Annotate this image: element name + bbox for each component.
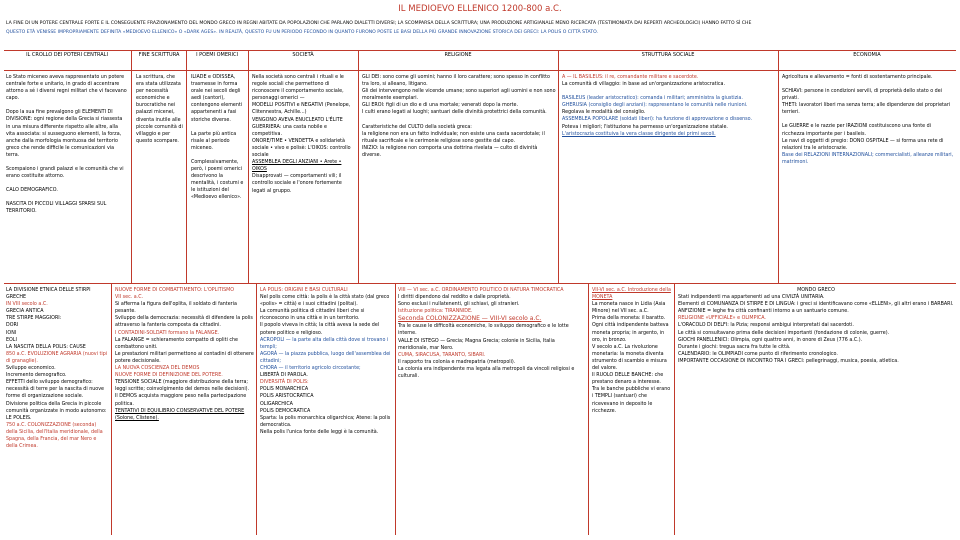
divisione-text: Incremento demografico. bbox=[6, 373, 67, 379]
oplitismo-text: Sviluppo della democrazia: necessità di difendere la polis attraverso la fanteria composta da cittadini. bbox=[115, 316, 253, 329]
colonizzazione-text: Istituzione politica: TIRANNIDE. bbox=[398, 309, 473, 315]
moneta-text: La moneta nasce in Lidia (Asia Minore) nel VII sec. a.C. bbox=[592, 302, 666, 315]
divisione-text: 750 a.C. COLONIZZAZIONE (seconda) della Sicilia, dell'Italia meridionale, della Spagna, della Francia, del mar Nero e della Crimea. bbox=[6, 422, 103, 450]
divisione-text: IONI bbox=[6, 330, 17, 336]
struttura-text: A — IL BASILEUS: il re, comandante militare e sacerdote. bbox=[562, 75, 699, 80]
top-rule bbox=[4, 50, 956, 51]
polis-text: OLIGARCHICA bbox=[260, 401, 293, 407]
societa-text: VENGONO AVEVA ENUCLEATO L'ÉLITE GUERRIERA: una casta nobile e competitiva. bbox=[252, 117, 343, 137]
societa-text: MODELLI POSITIVI e NEGATIVI (Penelope, Clitennestra, Achille...) bbox=[252, 103, 351, 116]
mondo-text: Elementi di COMUNANZA DI STIRPE E DI LINGUA: i greci si identificavano come «ELLENI», gli altri erano i BARBARI. bbox=[678, 302, 954, 308]
moneta-column bbox=[592, 287, 672, 415]
polis-text: Sparta: la polis monarchica oligarchica; Atene: la polis democratica. bbox=[260, 415, 391, 428]
polis-text: CHORA — il territorio agricolo circostante; bbox=[260, 366, 361, 372]
struttura-text: L'aristocrazia costituiva la vera classe dirigente dei primi secoli. bbox=[562, 131, 716, 137]
societa-text: Disapprovati — comportamenti vili; il controllo sociale e l'onore fortemente legati al gruppo. bbox=[252, 174, 342, 194]
polis-text: POLIS DEMOCRATICA bbox=[260, 408, 311, 414]
colonizzazione-text: VALLE DI ISTEGO — Grecia; Magna Grecia; colonie in Sicilia, Italia meridionale, mar Nero. bbox=[398, 338, 555, 351]
oplitismo-text: NUOVE FORME DI DEFINIZIONE DEL POTERE. bbox=[115, 373, 223, 379]
struttura-text: Regolava le modalità del consiglio. bbox=[562, 110, 646, 116]
crollo-text: Dopo la sua fine prevalgono gli ELEMENTI DI DIVISIONE: ogni regione della Grecia si riassesta in una misura differente rispetto alle altre, alla vita associata: si susseguono elementi, la forza, anche dalla morfologia montuosa del territorio greco che rende difficile le comunicazioni via terra. bbox=[6, 110, 123, 158]
religione-text: Caratteristiche del CULTO della società greca: bbox=[362, 124, 472, 130]
intro-line-2: QUESTO ETÀ VENISSE IMPROPRIAMENTE DEFINITA «MEDIOEVO ELLENICO» O «DARK AGES». IN REALTÀ, QUESTO FU UN PERIODO FECONDO IN QUANTO FURONO POSTE LE BASI DELLA PIÙ GRANDE INNOVAZIONE STORICA DEI GRECI: LA POLIS O CITTÀ STATO. bbox=[6, 30, 598, 35]
oplitismo-text: La FALANGE = schieramento compatto di opliti che combattono uniti. bbox=[115, 337, 238, 350]
col-divider bbox=[358, 50, 359, 283]
polis-text: DIVERSITÀ DI POLIS: bbox=[260, 380, 309, 386]
col-divider bbox=[256, 283, 257, 535]
scrittura-column bbox=[136, 74, 184, 145]
oplitismo-title: NUOVE FORME DI COMBATTIMENTO: L'OPLITISMO bbox=[115, 288, 235, 293]
struttura-column bbox=[562, 74, 776, 138]
intro-text bbox=[6, 19, 954, 37]
header-struttura: STRUTTURA SOCIALE bbox=[641, 52, 695, 58]
header-poemi: I POEMI OMERICI bbox=[196, 52, 238, 58]
economia-text: Base dei RELAZIONI INTERNAZIONALI; commercialisti, alleanze militari, matrimoni. bbox=[782, 152, 954, 165]
polis-text: Nella polis l'unica fonte delle leggi è la comunità. bbox=[260, 429, 379, 435]
economia-text: Le GUERRE e le razzie per IRAZIONI costituiscono una fonte di ricchezza importante per i basileis. bbox=[782, 124, 931, 137]
colonizzazione-text: Tra le cause le difficoltà economiche, lo sviluppo demografico e le lotte interne. bbox=[398, 324, 569, 337]
divisione-text: Divisione politica della Grecia in piccole comunità organizzate in modo autonomo: LE POLEIS. bbox=[6, 401, 107, 421]
divisione-title: LA DIVISIONE ETNICA DELLE STIRPI GRECHE bbox=[6, 288, 91, 301]
colonizzazione-text: Seconda COLONIZZAZIONE — VIII-VI secolo a.C. bbox=[398, 315, 542, 323]
religione-text: GLI DEI: sono come gli uomini; hanno il loro carattere; sono spesso in conflitto tra loro, si alleano, litigano. bbox=[362, 75, 550, 88]
societa-column bbox=[252, 74, 356, 195]
moneta-text: V secolo a.C. La rivoluzione monetaria: la moneta diventa strumento di scambio e misura del valore. bbox=[592, 344, 667, 372]
societa-text: ONORE/TIME • VENDETTA e solidarietà sociale • vivo e polisè: L'OIKOS: controllo sociale bbox=[252, 138, 351, 159]
colonizzazione-text: Sono esclusi i nullatenenti, gli schiavi, gli stranieri. bbox=[398, 302, 520, 308]
mondo-text: Stati indipendenti ma appartenenti ad una CIVILTÀ UNITARIA. bbox=[678, 295, 825, 301]
polis-text: LIBERTÀ DI PAROLA. bbox=[260, 373, 308, 379]
polis-text: POLIS ARISTOCRATICA bbox=[260, 394, 314, 400]
moneta-text: Ogni città indipendente batteva moneta propria; in argento, in oro, in bronzo. bbox=[592, 323, 669, 343]
mondo-text: RELIGIONE «UFFICIALE» e OLIMPICA. bbox=[678, 316, 766, 322]
economia-text: Agricoltura e allevamento = fonti di sostentamento principale. bbox=[782, 75, 933, 80]
economia-text: Le navi di oggetti di pregio: DONO OSPITALE — si forma una rete di relazioni tra le aristocrazie. bbox=[782, 138, 944, 151]
divisione-text: TRE STIRPE MAGGIORI: bbox=[6, 316, 62, 322]
mondo-text: GIOCHI PANELLENICI: Olimpia, ogni quattro anni, in onore di Zeus (776 a.C.). bbox=[678, 337, 863, 343]
page-title: IL MEDIOEVO ELLENICO 1200-800 a.C. bbox=[398, 4, 562, 14]
divisione-text: 850 a.C. EVOLUZIONE AGRARIA (nuovi tipi di granaglie). bbox=[6, 351, 108, 364]
oplitismo-text: VII sec. a.C. bbox=[115, 295, 144, 301]
religione-text: Gli dei intervengono nelle vicende umane; sono superiori agli uomini e non sono moralmente esemplari. bbox=[362, 89, 556, 102]
oplitismo-text: LA NUOVA COSCIENZA DEL DEMOS bbox=[115, 366, 200, 372]
religione-text: GLI EROI: figli di un dio e di una mortale; venerati dopo la morte. bbox=[362, 103, 519, 109]
poemi-text: Complessivamente, però, i poemi omerici descrivono la mentalità, i costumi e le istituzioni del «Medioevo ellenico». bbox=[191, 159, 244, 201]
col-divider bbox=[131, 50, 132, 283]
col-divider bbox=[395, 283, 396, 535]
divisione-text: Sviluppo economico. bbox=[6, 366, 56, 372]
polis-text: AGORÀ — la piazza pubblica, luogo dell'assemblea dei cittadini; bbox=[260, 351, 391, 364]
mondo-title: MONDO GRECO bbox=[797, 288, 835, 293]
crollo-text: CALO DEMOGRAFICO. bbox=[6, 188, 58, 194]
header-crollo: IL CROLLO DEI POTERI CENTRALI bbox=[26, 52, 108, 58]
polis-text: POLIS MONARCHICA bbox=[260, 387, 309, 393]
moneta-text: Il RUOLO DELLE BANCHE: che prestano denaro a interesse. bbox=[592, 373, 664, 386]
polis-text: ACROPOLI — la parte alta della città dove si trovano i templi; bbox=[260, 337, 389, 350]
economia-text: THETI: lavoratori liberi ma senza terra; alle dipendenze dei proprietari terrieri. bbox=[782, 103, 951, 116]
struttura-text: ASSEMBLEA POPOLARE (soldati liberi): ha funzione di approvazione o dissenso. bbox=[562, 117, 753, 123]
mondo-text: ANFIZIONIE = leghe fra città confinanti intorno a un santuario comune. bbox=[678, 309, 849, 315]
poemi-text: ILIADE e ODISSEA, trasmesse in forma orale nei secoli degli aedi (cantori), contengono elementi appartenenti a fasi storiche diverse. bbox=[191, 75, 243, 123]
divisione-text: EFFETTI dello sviluppo demografico: necessità di terre per la nascita di nuove forme di organizzazione sociale. bbox=[6, 380, 105, 400]
moneta-text: Prima della moneta: il baratto. bbox=[592, 316, 666, 322]
oplitismo-text: Il DEMOS acquista maggiore peso nella partecipazione politica. bbox=[115, 394, 247, 407]
mondo-text: IMPORTANTE OCCASIONE DI INCONTRO TRA I GRECI: pellegrinaggi, musica, poesia, atletica. bbox=[678, 358, 899, 364]
crollo-text: Scompaiono i grandi palazzi e le comunità che vi erano costituite attorno. bbox=[6, 167, 124, 180]
oplitismo-text: I CONTADINI-SOLDATI formano la FALANGE. bbox=[115, 330, 220, 336]
col-divider bbox=[186, 50, 187, 283]
polis-text: Nel polis come città: la polis è la città stato (dal greco «polis» = città) e i suoi cittadini (politai). bbox=[260, 295, 390, 308]
moneta-text: Tra le banche pubbliche vi erano i TEMPLI (santuari) che ricevevano in deposito le ricchezze. bbox=[592, 387, 671, 414]
colonizzazione-column bbox=[398, 287, 586, 380]
scrittura-text: La scrittura, che era stata utilizzata per necessità economiche e burocratiche nei palazzi micenei, diventa inutile alle piccole comunità di villaggio e per questo scompare. bbox=[136, 75, 183, 144]
mondo-text: Durante i giochi: tregua sacra fra tutte le città. bbox=[678, 344, 791, 350]
struttura-text: GHERUSIA (consiglio degli anziani): rappresentano le comunità nelle riunioni. bbox=[562, 103, 748, 109]
religione-text: INIZIO: la religione non comporta una dottrina rivelata — culto di divinità diverse. bbox=[362, 145, 538, 158]
poemi-text: La parte più antica risale al periodo miceneo. bbox=[191, 131, 237, 151]
colonizzazione-text: La colonia era indipendente ma legata alla metropoli da vincoli religiosi e culturali. bbox=[398, 366, 575, 380]
mondo-text: L'ORACOLO DI DELFI: la Pizia; responsi ambigui interpretati dai sacerdoti. bbox=[678, 323, 854, 329]
religione-text: I culti erano legati ai luoghi; santuari delle divinità protettrici della comunità. bbox=[362, 110, 547, 116]
header-rule bbox=[4, 70, 956, 71]
intro-line-1: LA FINE DI UN POTERE CENTRALE FORTE E IL CONSEGUENTE FRAZIONAMENTO DEL MONDO GRECO IN REGNI ABITATE DA POPOLAZIONI CHE PARLANO DIALETTI DIVERSI; LA SCOMPARSA DELLA SCRITTURA; UNA PRODUZIONE ARTIGIANALE MENO RICERCATA (TESTIMONIATA DAI REPERTI ARCHEOLOGICI) HANNO FATTO SÌ CHE bbox=[6, 21, 752, 26]
oplitismo-text: TENTATIVI DI EQUILIBRIO CONSERVATIVE DEL POTERE (Solone, Clistene). bbox=[115, 408, 245, 421]
religione-column bbox=[362, 74, 556, 159]
col-divider bbox=[588, 283, 589, 535]
divisione-text: IN VIII secolo a.C. bbox=[6, 302, 48, 308]
oplitismo-text: Le prestazioni militari permettono ai contadini di ottenere potere decisionale. bbox=[115, 351, 254, 364]
colonizzazione-title: VIII — VI sec. a.C. ORDINAMENTO POLITICO DI NATURA TIMOCRATICA bbox=[398, 288, 564, 293]
crollo-column bbox=[6, 74, 128, 216]
mondo-text: CALENDARIO: le OLIMPIADI come punto di riferimento cronologico. bbox=[678, 351, 838, 357]
poemi-column bbox=[191, 74, 246, 202]
divisione-text: LA NASCITA DELLA POLIS: CAUSE bbox=[6, 344, 86, 350]
crollo-text: NASCITA DI PICCOLI VILLAGGI SPARSI SUL TERRITORIO. bbox=[6, 202, 107, 215]
crollo-text: Lo Stato miceneo aveva rappresentato un potere centrale forte e unitario, in grado di accentrare attorno a sé i diversi regni militari che vi facevano capo. bbox=[6, 75, 127, 102]
economia-column bbox=[782, 74, 954, 166]
col-divider bbox=[558, 50, 559, 283]
mondo-column bbox=[678, 287, 954, 365]
oplitismo-column bbox=[115, 287, 254, 422]
divisione-text: DORI bbox=[6, 323, 19, 329]
header-scrittura: FINE SCRITTURA bbox=[138, 52, 180, 58]
col-divider bbox=[674, 283, 675, 535]
moneta-title: VII-VI sec. a.C. Introduzione della MONETA bbox=[592, 288, 671, 301]
religione-text: la religione non era un fatto individuale; non esiste una casta sacerdotale; il rituale sacrificale e le cerimonie religiose sono gestite dal capo. bbox=[362, 131, 545, 144]
colonizzazione-text: Il rapporto tra colonia e madrepatria (metropoli). bbox=[398, 359, 516, 365]
colonizzazione-text: CUMA, SIRACUSA, TARANTO, SIBARI. bbox=[398, 352, 486, 358]
struttura-text: Poteva i migliori; l'istituzione ha permesso un'organizzazione statale. bbox=[562, 124, 728, 130]
oplitismo-text: TENSIONE SOCIALE (maggiore distribuzione della terra; leggi scritte; coinvolgimento del demos nelle decisioni). bbox=[115, 380, 250, 393]
header-societa: SOCIETÀ bbox=[292, 52, 314, 58]
economia-text: SCHIAVI: persone in condizioni servili, di proprietà dello stato o dei privati. bbox=[782, 89, 942, 102]
divisione-column bbox=[6, 287, 109, 450]
divisione-text: GRECIA ANTICA bbox=[6, 309, 44, 315]
polis-text: Il popolo viveva in città; la città aveva la sede del potere politico e religioso. bbox=[260, 323, 380, 336]
col-divider bbox=[248, 50, 249, 283]
polis-title: LA POLIS: ORIGINI E BASI CULTURALI bbox=[260, 288, 348, 293]
oplitismo-text: Si afferma la figura dell'oplita, il soldato di fanteria pesante. bbox=[115, 302, 237, 315]
struttura-text: BASILEUS (leader aristocratico): comanda i militari; amministra la giustizia. bbox=[562, 96, 743, 102]
col-divider bbox=[111, 283, 112, 535]
societa-text: ASSEMBLEA DEGLI ANZIANI • Arete • OIKOS bbox=[252, 160, 342, 173]
polis-text: La comunità politica di cittadini liberi che si riconoscono in una città e in un territorio. bbox=[260, 309, 365, 322]
societa-text: Nella società sono centrali i rituali e le regole sociali che permettono di riconoscere il comportamento sociale, personaggi omerici — bbox=[252, 75, 344, 102]
header-economia: ECONOMIA bbox=[853, 52, 881, 58]
header-religione: RELIGIONE bbox=[444, 52, 472, 58]
divisione-text: EOLI bbox=[6, 337, 17, 343]
struttura-text: La comunità di villaggio: in base ad un'organizzazione aristocratica. bbox=[562, 82, 725, 88]
polis-column bbox=[260, 287, 393, 436]
mid-rule bbox=[4, 283, 956, 284]
col-divider bbox=[778, 50, 779, 283]
colonizzazione-text: I diritti dipendono dal reddito e dalle proprietà. bbox=[398, 295, 511, 301]
mondo-text: Le città si consultavano prima delle decisioni importanti (fondazione di colonie, guerre). bbox=[678, 330, 890, 336]
